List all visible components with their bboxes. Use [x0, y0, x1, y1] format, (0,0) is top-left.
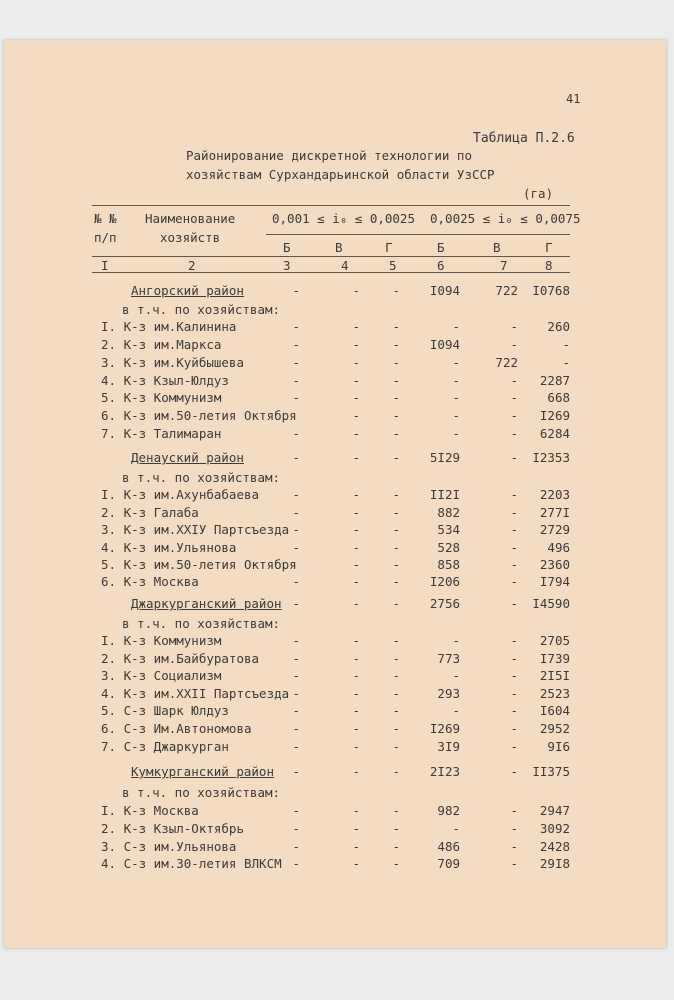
- row-label: 2. К-з Кзыл-Октябрь: [101, 821, 244, 836]
- table-cell-col7: -: [510, 821, 518, 836]
- table-cell-col7: -: [510, 633, 518, 648]
- subheader-row: в т.ч. по хозяйствам:: [122, 470, 281, 485]
- table-cell-col5: -: [392, 408, 400, 423]
- table-cell-col5: -: [392, 505, 400, 520]
- table-cell-col8: 2952: [539, 721, 570, 736]
- table-cell-col4: -: [352, 337, 360, 352]
- table-cell-col4: -: [352, 522, 360, 537]
- table-cell-col5: -: [392, 540, 400, 555]
- header-num2: п/п: [94, 230, 117, 245]
- table-cell-col5: -: [392, 633, 400, 648]
- table-cell-col7: -: [510, 703, 518, 718]
- table-cell-col8: 496: [547, 540, 570, 555]
- table-cell-col5: -: [392, 856, 400, 871]
- header-top-rule: [92, 205, 570, 206]
- header-index-6: 6: [437, 258, 445, 273]
- table-cell-col6: 293: [437, 686, 460, 701]
- table-cell-col3: -: [292, 856, 300, 871]
- table-cell-col3: -: [292, 505, 300, 520]
- table-cell-col3: -: [292, 839, 300, 854]
- header-mid-rule: [266, 234, 570, 235]
- table-cell-col3: -: [292, 337, 300, 352]
- header-index-top-rule: [92, 256, 570, 257]
- table-cell-col6: 858: [437, 557, 460, 572]
- table-cell-col5: -: [392, 821, 400, 836]
- row-label: 2. К-з им.Маркса: [101, 337, 222, 352]
- table-cell-col6: 2I23: [429, 764, 460, 779]
- row-label: 3. К-з Социализм: [101, 668, 222, 683]
- farm-name: [101, 319, 236, 334]
- table-cell-col6: I094: [429, 283, 460, 298]
- table-cell-col5: -: [392, 450, 400, 465]
- table-cell-col7: 722: [495, 355, 518, 370]
- header-index-4: 4: [341, 258, 349, 273]
- farm-name: [101, 703, 229, 718]
- table-cell-col6: -: [452, 703, 460, 718]
- table-cell-col5: -: [392, 739, 400, 754]
- row-label: Ангорский район: [131, 283, 244, 298]
- table-cell-col7: -: [510, 574, 518, 589]
- table-cell-col8: 2729: [539, 522, 570, 537]
- table-cell-col5: -: [392, 487, 400, 502]
- table-cell-col3: -: [292, 355, 300, 370]
- table-cell-col5: -: [392, 337, 400, 352]
- row-label: 6. К-з им.50-летия Октября: [101, 408, 297, 423]
- table-cell-col8: I269: [539, 408, 570, 423]
- row-label: 3. С-з им.Ульянова: [101, 839, 237, 854]
- table-cell-col5: -: [392, 839, 400, 854]
- row-label: 4. К-з им.Ульянова: [101, 540, 237, 555]
- table-cell-col6: 534: [437, 522, 460, 537]
- table-cell-col8: I4590: [532, 596, 570, 611]
- table-cell-col6: I206: [429, 574, 460, 589]
- row-label: I. К-з им.Ахунбабаева: [101, 487, 260, 502]
- table-cell-col7: -: [510, 596, 518, 611]
- table-cell-col6: -: [452, 390, 460, 405]
- table-cell-col7: -: [510, 426, 518, 441]
- table-cell-col4: -: [352, 633, 360, 648]
- table-cell-col4: -: [352, 283, 360, 298]
- table-cell-col3: -: [292, 574, 300, 589]
- table-cell-col3: -: [292, 764, 300, 779]
- table-title-line1: Районирование дискретной технологии по: [186, 148, 472, 163]
- row-label: 3. К-з им.Куйбышева: [101, 355, 244, 370]
- table-cell-col6: 5I29: [429, 450, 460, 465]
- table-cell-col6: -: [452, 408, 460, 423]
- header-index-8: 8: [545, 258, 553, 273]
- farm-name: [101, 390, 221, 405]
- table-cell-col3: -: [292, 651, 300, 666]
- table-cell-col4: -: [352, 686, 360, 701]
- district-name: [131, 450, 244, 465]
- header-sub-b2: Б: [437, 240, 445, 255]
- row-label: 7. К-з Талимаран: [101, 426, 222, 441]
- table-cell-col6: 709: [437, 856, 460, 871]
- table-cell-col5: -: [392, 283, 400, 298]
- table-cell-col7: -: [510, 856, 518, 871]
- farm-name: [101, 821, 244, 836]
- table-cell-col6: 486: [437, 839, 460, 854]
- farm-name: [101, 505, 199, 520]
- table-cell-col7: -: [510, 651, 518, 666]
- farm-name: [101, 426, 221, 441]
- table-cell-col4: -: [352, 408, 360, 423]
- table-cell-col7: -: [510, 408, 518, 423]
- subheader-row: в т.ч. по хозяйствам:: [122, 785, 281, 800]
- row-label: I. К-з Коммунизм: [101, 633, 222, 648]
- row-label: 6. С-з Им.Автономова: [101, 721, 252, 736]
- table-cell-col3: -: [292, 668, 300, 683]
- table-cell-col7: -: [510, 487, 518, 502]
- table-cell-col7: -: [510, 686, 518, 701]
- table-cell-col5: -: [392, 721, 400, 736]
- table-cell-col3: -: [292, 283, 300, 298]
- table-cell-col6: II2I: [429, 487, 460, 502]
- table-cell-col7: -: [510, 764, 518, 779]
- table-cell-col4: -: [352, 821, 360, 836]
- table-cell-col5: -: [392, 390, 400, 405]
- table-cell-col7: -: [510, 522, 518, 537]
- farm-name: [101, 408, 297, 423]
- row-label: 4. С-з им.30-летия ВЛКСМ: [101, 856, 282, 871]
- row-label: I. К-з им.Калинина: [101, 319, 237, 334]
- table-cell-col3: -: [292, 540, 300, 555]
- table-cell-col4: -: [352, 839, 360, 854]
- header-sub-v1: В: [335, 240, 343, 255]
- table-cell-col5: -: [392, 668, 400, 683]
- table-cell-col8: 29I8: [539, 856, 570, 871]
- header-num: № №: [94, 211, 117, 226]
- table-cell-col5: -: [392, 596, 400, 611]
- table-cell-col3: -: [292, 821, 300, 836]
- header-range2: 0,0025 ≤ i₀ ≤ 0,0075: [430, 211, 581, 226]
- table-cell-col7: -: [510, 668, 518, 683]
- table-cell-col5: -: [392, 764, 400, 779]
- row-label: 2. К-з Галаба: [101, 505, 199, 520]
- row-label: 7. С-з Джаркурган: [101, 739, 229, 754]
- table-cell-col8: -: [562, 337, 570, 352]
- table-cell-col4: -: [352, 557, 360, 572]
- table-cell-col8: II375: [532, 764, 570, 779]
- header-index-3: 3: [283, 258, 291, 273]
- table-cell-col4: -: [352, 390, 360, 405]
- table-cell-col7: 722: [495, 283, 518, 298]
- row-label: I. К-з Москва: [101, 803, 199, 818]
- header-sub-b1: Б: [283, 240, 291, 255]
- table-cell-col4: -: [352, 596, 360, 611]
- table-cell-col7: -: [510, 319, 518, 334]
- table-cell-col4: -: [352, 721, 360, 736]
- table-cell-col8: 2705: [539, 633, 570, 648]
- table-cell-col3: -: [292, 373, 300, 388]
- table-cell-col8: I0768: [532, 283, 570, 298]
- table-cell-col8: 9I6: [547, 739, 570, 754]
- table-cell-col8: I739: [539, 651, 570, 666]
- table-cell-col7: -: [510, 557, 518, 572]
- table-cell-col5: -: [392, 574, 400, 589]
- table-cell-col3: -: [292, 319, 300, 334]
- table-cell-col5: -: [392, 686, 400, 701]
- table-cell-col3: -: [292, 721, 300, 736]
- table-cell-col3: -: [292, 522, 300, 537]
- farm-name: [101, 487, 259, 502]
- table-cell-col6: -: [452, 373, 460, 388]
- subheader-row: в т.ч. по хозяйствам:: [122, 302, 281, 317]
- row-label: 4. К-з им.XXII Партсъезда: [101, 686, 290, 701]
- table-cell-col8: -: [562, 355, 570, 370]
- farm-name: [101, 337, 221, 352]
- row-label: 6. К-з Москва: [101, 574, 199, 589]
- table-cell-col5: -: [392, 522, 400, 537]
- table-cell-col8: 668: [547, 390, 570, 405]
- table-cell-col6: -: [452, 633, 460, 648]
- farm-name: [101, 856, 282, 871]
- table-cell-col5: -: [392, 803, 400, 818]
- page-number: 41: [566, 92, 581, 106]
- header-index-7: 7: [500, 258, 508, 273]
- farm-name: [101, 668, 221, 683]
- header-name: Наименование: [145, 211, 236, 226]
- subheader-row: в т.ч. по хозяйствам:: [122, 616, 281, 631]
- table-cell-col7: -: [510, 373, 518, 388]
- table-cell-col7: -: [510, 450, 518, 465]
- table-cell-col4: -: [352, 703, 360, 718]
- district-name: [131, 764, 274, 779]
- table-cell-col3: -: [292, 703, 300, 718]
- table-cell-col5: -: [392, 355, 400, 370]
- farm-name: [101, 557, 297, 572]
- row-label: Кумкурганский район: [131, 764, 274, 779]
- table-cell-col8: 3092: [539, 821, 570, 836]
- table-cell-col4: -: [352, 319, 360, 334]
- table-cell-col6: 982: [437, 803, 460, 818]
- table-cell-col4: -: [352, 426, 360, 441]
- table-cell-col3: -: [292, 803, 300, 818]
- row-label: 5. С-з Шарк Юлдуз: [101, 703, 229, 718]
- table-cell-col8: 2360: [539, 557, 570, 572]
- district-name: [131, 283, 244, 298]
- farm-name: [101, 540, 236, 555]
- row-label: Джаркурганский район: [131, 596, 282, 611]
- table-cell-col3: -: [292, 739, 300, 754]
- table-cell-col4: -: [352, 540, 360, 555]
- table-cell-col8: 2I5I: [539, 668, 570, 683]
- table-cell-col7: -: [510, 337, 518, 352]
- header-index-1: I: [101, 258, 109, 273]
- unit-label: (га): [523, 186, 554, 201]
- table-cell-col8: I794: [539, 574, 570, 589]
- table-cell-col4: -: [352, 856, 360, 871]
- table-cell-col5: -: [392, 426, 400, 441]
- table-cell-col3: -: [292, 686, 300, 701]
- table-cell-col3: -: [292, 633, 300, 648]
- table-cell-col5: -: [392, 557, 400, 572]
- table-cell-col8: 2203: [539, 487, 570, 502]
- table-cell-col6: 882: [437, 505, 460, 520]
- table-cell-col6: -: [452, 821, 460, 836]
- table-cell-col8: 2947: [539, 803, 570, 818]
- table-cell-col4: -: [352, 668, 360, 683]
- table-cell-col5: -: [392, 319, 400, 334]
- table-cell-col7: -: [510, 505, 518, 520]
- table-cell-col6: -: [452, 355, 460, 370]
- table-cell-col4: -: [352, 739, 360, 754]
- table-cell-col3: -: [292, 450, 300, 465]
- table-cell-col6: -: [452, 319, 460, 334]
- row-label: 5. К-з Коммунизм: [101, 390, 222, 405]
- header-sub-g1: Г: [385, 240, 393, 255]
- farm-name: [101, 355, 244, 370]
- table-cell-col5: -: [392, 703, 400, 718]
- table-cell-col7: -: [510, 390, 518, 405]
- table-cell-col4: -: [352, 373, 360, 388]
- table-cell-col3: -: [292, 487, 300, 502]
- table-cell-col4: -: [352, 487, 360, 502]
- farm-name: [101, 373, 229, 388]
- table-cell-col3: -: [292, 596, 300, 611]
- table-cell-col7: -: [510, 803, 518, 818]
- header-sub-v2: В: [493, 240, 501, 255]
- table-cell-col8: 2523: [539, 686, 570, 701]
- table-cell-col4: -: [352, 764, 360, 779]
- table-cell-col8: 260: [547, 319, 570, 334]
- table-cell-col4: -: [352, 651, 360, 666]
- table-cell-col5: -: [392, 373, 400, 388]
- table-cell-col4: -: [352, 355, 360, 370]
- header-sub-g2: Г: [545, 240, 553, 255]
- table-cell-col6: 773: [437, 651, 460, 666]
- district-name: [131, 596, 282, 611]
- farm-name: [101, 739, 229, 754]
- table-title-line2: хозяйствам Сурхандарьинской области УзССР: [186, 167, 495, 182]
- farm-name: [101, 651, 259, 666]
- header-index-2: 2: [188, 258, 196, 273]
- table-cell-col4: -: [352, 450, 360, 465]
- row-label: Денауский район: [131, 450, 244, 465]
- table-cell-col6: -: [452, 426, 460, 441]
- farm-name: [101, 803, 199, 818]
- table-cell-col3: -: [292, 426, 300, 441]
- table-cell-col7: -: [510, 540, 518, 555]
- farm-name: [101, 522, 289, 537]
- farm-name: [101, 633, 221, 648]
- table-cell-col4: -: [352, 574, 360, 589]
- row-label: 4. К-з Кзыл-Юлдуз: [101, 373, 229, 388]
- row-label: 2. К-з им.Байбуратова: [101, 651, 260, 666]
- table-cell-col6: 3I9: [437, 739, 460, 754]
- table-cell-col8: 6284: [539, 426, 570, 441]
- header-name2: хозяйств: [160, 230, 221, 245]
- table-number: Таблица П.2.6: [473, 131, 575, 146]
- table-cell-col7: -: [510, 839, 518, 854]
- table-cell-col6: I094: [429, 337, 460, 352]
- table-cell-col3: -: [292, 390, 300, 405]
- table-cell-col8: 277I: [539, 505, 570, 520]
- table-cell-col8: 2428: [539, 839, 570, 854]
- table-cell-col6: 2756: [429, 596, 460, 611]
- table-cell-col6: 528: [437, 540, 460, 555]
- table-cell-col8: 2287: [539, 373, 570, 388]
- header-bottom-rule: [92, 272, 570, 273]
- header-range1: 0,001 ≤ i₀ ≤ 0,0025: [272, 211, 415, 226]
- table-cell-col7: -: [510, 721, 518, 736]
- table-cell-col6: I269: [429, 721, 460, 736]
- row-label: 3. К-з им.XXIУ Партсъезда: [101, 522, 290, 537]
- row-label: 5. К-з им.50-летия Октября: [101, 557, 297, 572]
- table-cell-col7: -: [510, 739, 518, 754]
- table-cell-col5: -: [392, 651, 400, 666]
- table-cell-col4: -: [352, 803, 360, 818]
- table-cell-col8: I604: [539, 703, 570, 718]
- table-cell-col6: -: [452, 668, 460, 683]
- farm-name: [101, 574, 199, 589]
- farm-name: [101, 839, 236, 854]
- table-cell-col4: -: [352, 505, 360, 520]
- farm-name: [101, 721, 252, 736]
- farm-name: [101, 686, 289, 701]
- table-cell-col8: I2353: [532, 450, 570, 465]
- header-index-5: 5: [389, 258, 397, 273]
